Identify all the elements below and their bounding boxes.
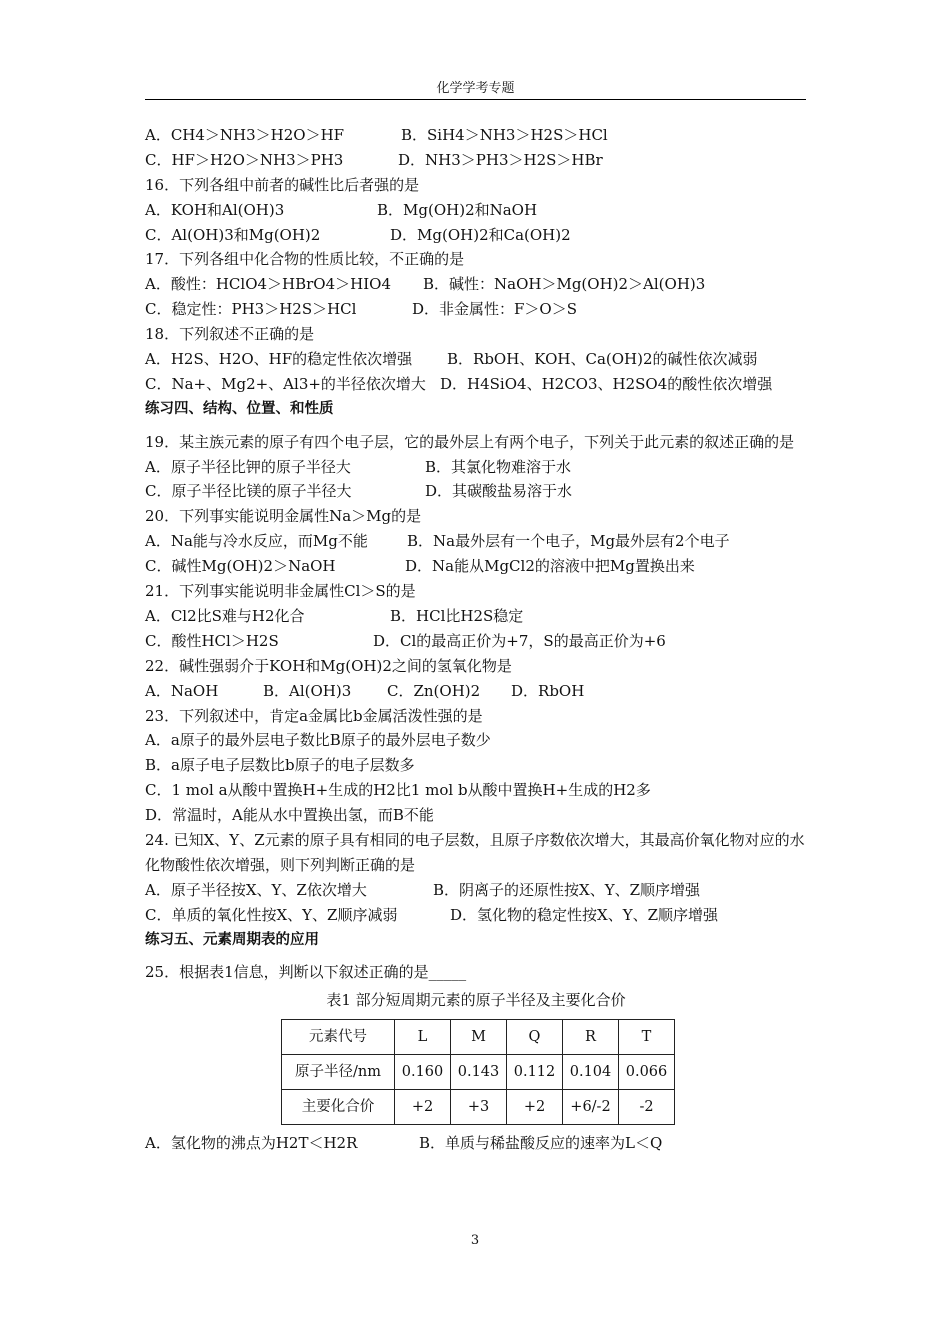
option-b: B．SiH4＞NH3＞H2S＞HCl	[401, 126, 608, 144]
options-line	[145, 629, 807, 654]
option-b: B．阴离子的还原性按X、Y、Z顺序增强	[433, 880, 701, 899]
options-line	[145, 223, 807, 248]
option-b: B．Na最外层有一个电子，Mg最外层有2个电子	[407, 532, 730, 551]
option-a: A．酸性：HClO4＞HBrO4＞HIO4	[145, 275, 391, 294]
option-c: C．单质的氧化性按X、Y、Z顺序减弱	[145, 905, 398, 924]
option-b: B．Mg(OH)2和NaOH	[377, 200, 538, 219]
option-a: A．KOH和Al(OH)3	[145, 200, 285, 219]
question-18: 18．下列叙述不正确的是	[145, 325, 315, 344]
option-c: C．原子半径比镁的原子半径大	[145, 482, 352, 501]
table-cell: R	[563, 1020, 619, 1055]
table-cell: +6/-2	[563, 1090, 619, 1125]
option-d: D．氢化物的稳定性按X、Y、Z顺序增强	[450, 905, 719, 924]
option-a: A．原子半径比钾的原子半径大	[145, 457, 351, 476]
option-a: A．Na能与冷水反应，而Mg不能	[145, 532, 368, 551]
question-22: 22．碱性强弱介于KOH和Mg(OH)2之间的氢氧化物是	[145, 656, 512, 675]
table-cell: +3	[451, 1090, 507, 1125]
option-c: C．Na+、Mg2+、Al3+的半径依次增大	[145, 374, 426, 393]
option-d: D．Na能从MgCl2的溶液中把Mg置换出来	[405, 557, 695, 576]
option-a: A．CH4＞NH3＞H2O＞HF	[145, 126, 345, 144]
option-b: B．a原子电子层数比b原子的电子层数多	[145, 756, 415, 775]
options-line	[145, 679, 807, 704]
document-body	[145, 123, 807, 1156]
options-line	[145, 903, 807, 928]
option-d: D．常温时，A能从水中置换出氢，而B不能	[145, 806, 434, 825]
option-d: D．非金属性：F＞O＞S	[412, 300, 578, 319]
options-line	[145, 297, 807, 322]
table-cell: 原子半径/nm	[282, 1055, 395, 1090]
option-c: C．Zn(OH)2	[387, 681, 481, 700]
table-cell: 0.104	[563, 1055, 619, 1090]
page-number: 3	[470, 1233, 480, 1248]
option-d: D．H4SiO4、H2CO3、H2SO4的酸性依次增强	[440, 374, 773, 393]
options-line	[145, 455, 807, 480]
table-cell: +2	[395, 1090, 451, 1125]
options-line	[145, 479, 807, 504]
table-cell: 0.143	[451, 1055, 507, 1090]
option-b: B．HCl比H2S稳定	[390, 606, 524, 625]
option-b: B．Al(OH)3	[263, 681, 352, 700]
question-23: 23．下列叙述中，肯定a金属比b金属活泼性强的是	[145, 706, 483, 725]
option-a: A．H2S、H2O、HF的稳定性依次增强	[145, 350, 413, 369]
section-heading: 练习五、元素周期表的应用	[145, 931, 319, 948]
option-a: A．氢化物的沸点为H2T＜H2R	[145, 1134, 358, 1153]
options-line	[145, 272, 807, 297]
option-a: A．原子半径按X、Y、Z依次增大	[145, 880, 367, 899]
options-line	[145, 554, 807, 579]
question-25: 25．根据表1信息，判断以下叙述正确的是_____	[145, 963, 467, 982]
options-line	[145, 878, 807, 903]
table-cell: 0.112	[507, 1055, 563, 1090]
options-line	[145, 123, 807, 148]
table-cell: -2	[619, 1090, 675, 1125]
question-16: 16．下列各组中前者的碱性比后者强的是	[145, 175, 420, 194]
table-caption: 表1 部分短周期元素的原子半径及主要化合价	[326, 991, 626, 1010]
table-row	[282, 1020, 675, 1055]
question-21: 21．下列事实能说明非金属性Cl＞S的是	[145, 582, 416, 601]
table-row	[282, 1090, 675, 1125]
table-cell: L	[395, 1020, 451, 1055]
page-header-title: 化学学考专题	[436, 81, 515, 96]
question-17: 17．下列各组中化合物的性质比较，不正确的是	[145, 250, 465, 269]
options-line	[145, 1131, 807, 1156]
header-divider	[145, 99, 806, 100]
option-b: B．其氯化物难溶于水	[425, 457, 572, 476]
table-cell: 元素代号	[282, 1020, 395, 1055]
option-c: C．1 mol a从酸中置换H+生成的H2比1 mol b从酸中置换H+生成的H2多	[145, 781, 651, 800]
table-cell: T	[619, 1020, 675, 1055]
option-a: A．NaOH	[145, 681, 219, 700]
table-cell: +2	[507, 1090, 563, 1125]
options-line	[145, 604, 807, 629]
options-line	[145, 372, 807, 397]
option-d: D．NH3＞PH3＞H2S＞HBr	[398, 150, 603, 169]
option-b: B．单质与稀盐酸反应的速率为L＜Q	[419, 1134, 663, 1153]
option-d: D．其碳酸盐易溶于水	[425, 482, 573, 501]
option-c: C．Al(OH)3和Mg(OH)2	[145, 225, 321, 244]
section-heading: 练习四、结构、位置、和性质	[145, 400, 334, 417]
table-cell: M	[451, 1020, 507, 1055]
options-line	[145, 148, 807, 173]
options-line	[145, 198, 807, 223]
table-cell: 0.066	[619, 1055, 675, 1090]
option-c: C．HF＞H2O＞NH3＞PH3	[145, 150, 344, 169]
option-d: D．Mg(OH)2和Ca(OH)2	[390, 225, 571, 244]
option-c: C．稳定性：PH3＞H2S＞HCl	[145, 300, 357, 319]
option-d: D．Cl的最高正价为+7，S的最高正价为+6	[373, 631, 666, 650]
option-c: C．碱性Mg(OH)2＞NaOH	[145, 557, 336, 576]
options-line	[145, 347, 807, 372]
element-data-table	[281, 1019, 675, 1125]
table-cell: Q	[507, 1020, 563, 1055]
option-b: B．碱性：NaOH＞Mg(OH)2＞Al(OH)3	[423, 275, 706, 294]
table-row	[282, 1055, 675, 1090]
option-d: D．RbOH	[511, 681, 585, 700]
question-20: 20．下列事实能说明金属性Na＞Mg的是	[145, 507, 422, 526]
table-cell: 0.160	[395, 1055, 451, 1090]
option-b: B．RbOH、KOH、Ca(OH)2的碱性依次减弱	[447, 350, 758, 369]
option-c: C．酸性HCl＞H2S	[145, 631, 279, 650]
option-a: A．Cl2比S难与H2化合	[145, 606, 305, 625]
table-cell: 主要化合价	[282, 1090, 395, 1125]
question-19: 19．某主族元素的原子有四个电子层，它的最外层上有两个电子，下列关于此元素的叙述正确的是	[145, 432, 795, 451]
options-line	[145, 529, 807, 554]
option-a: A．a原子的最外层电子数比B原子的最外层电子数少	[145, 731, 491, 750]
question-24: 24. 已知X、Y、Z元素的原子具有相同的电子层数，且原子序数依次增大，其最高价氧化物对应的水化物酸性依次增强，则下列判断正确的是	[145, 830, 805, 874]
